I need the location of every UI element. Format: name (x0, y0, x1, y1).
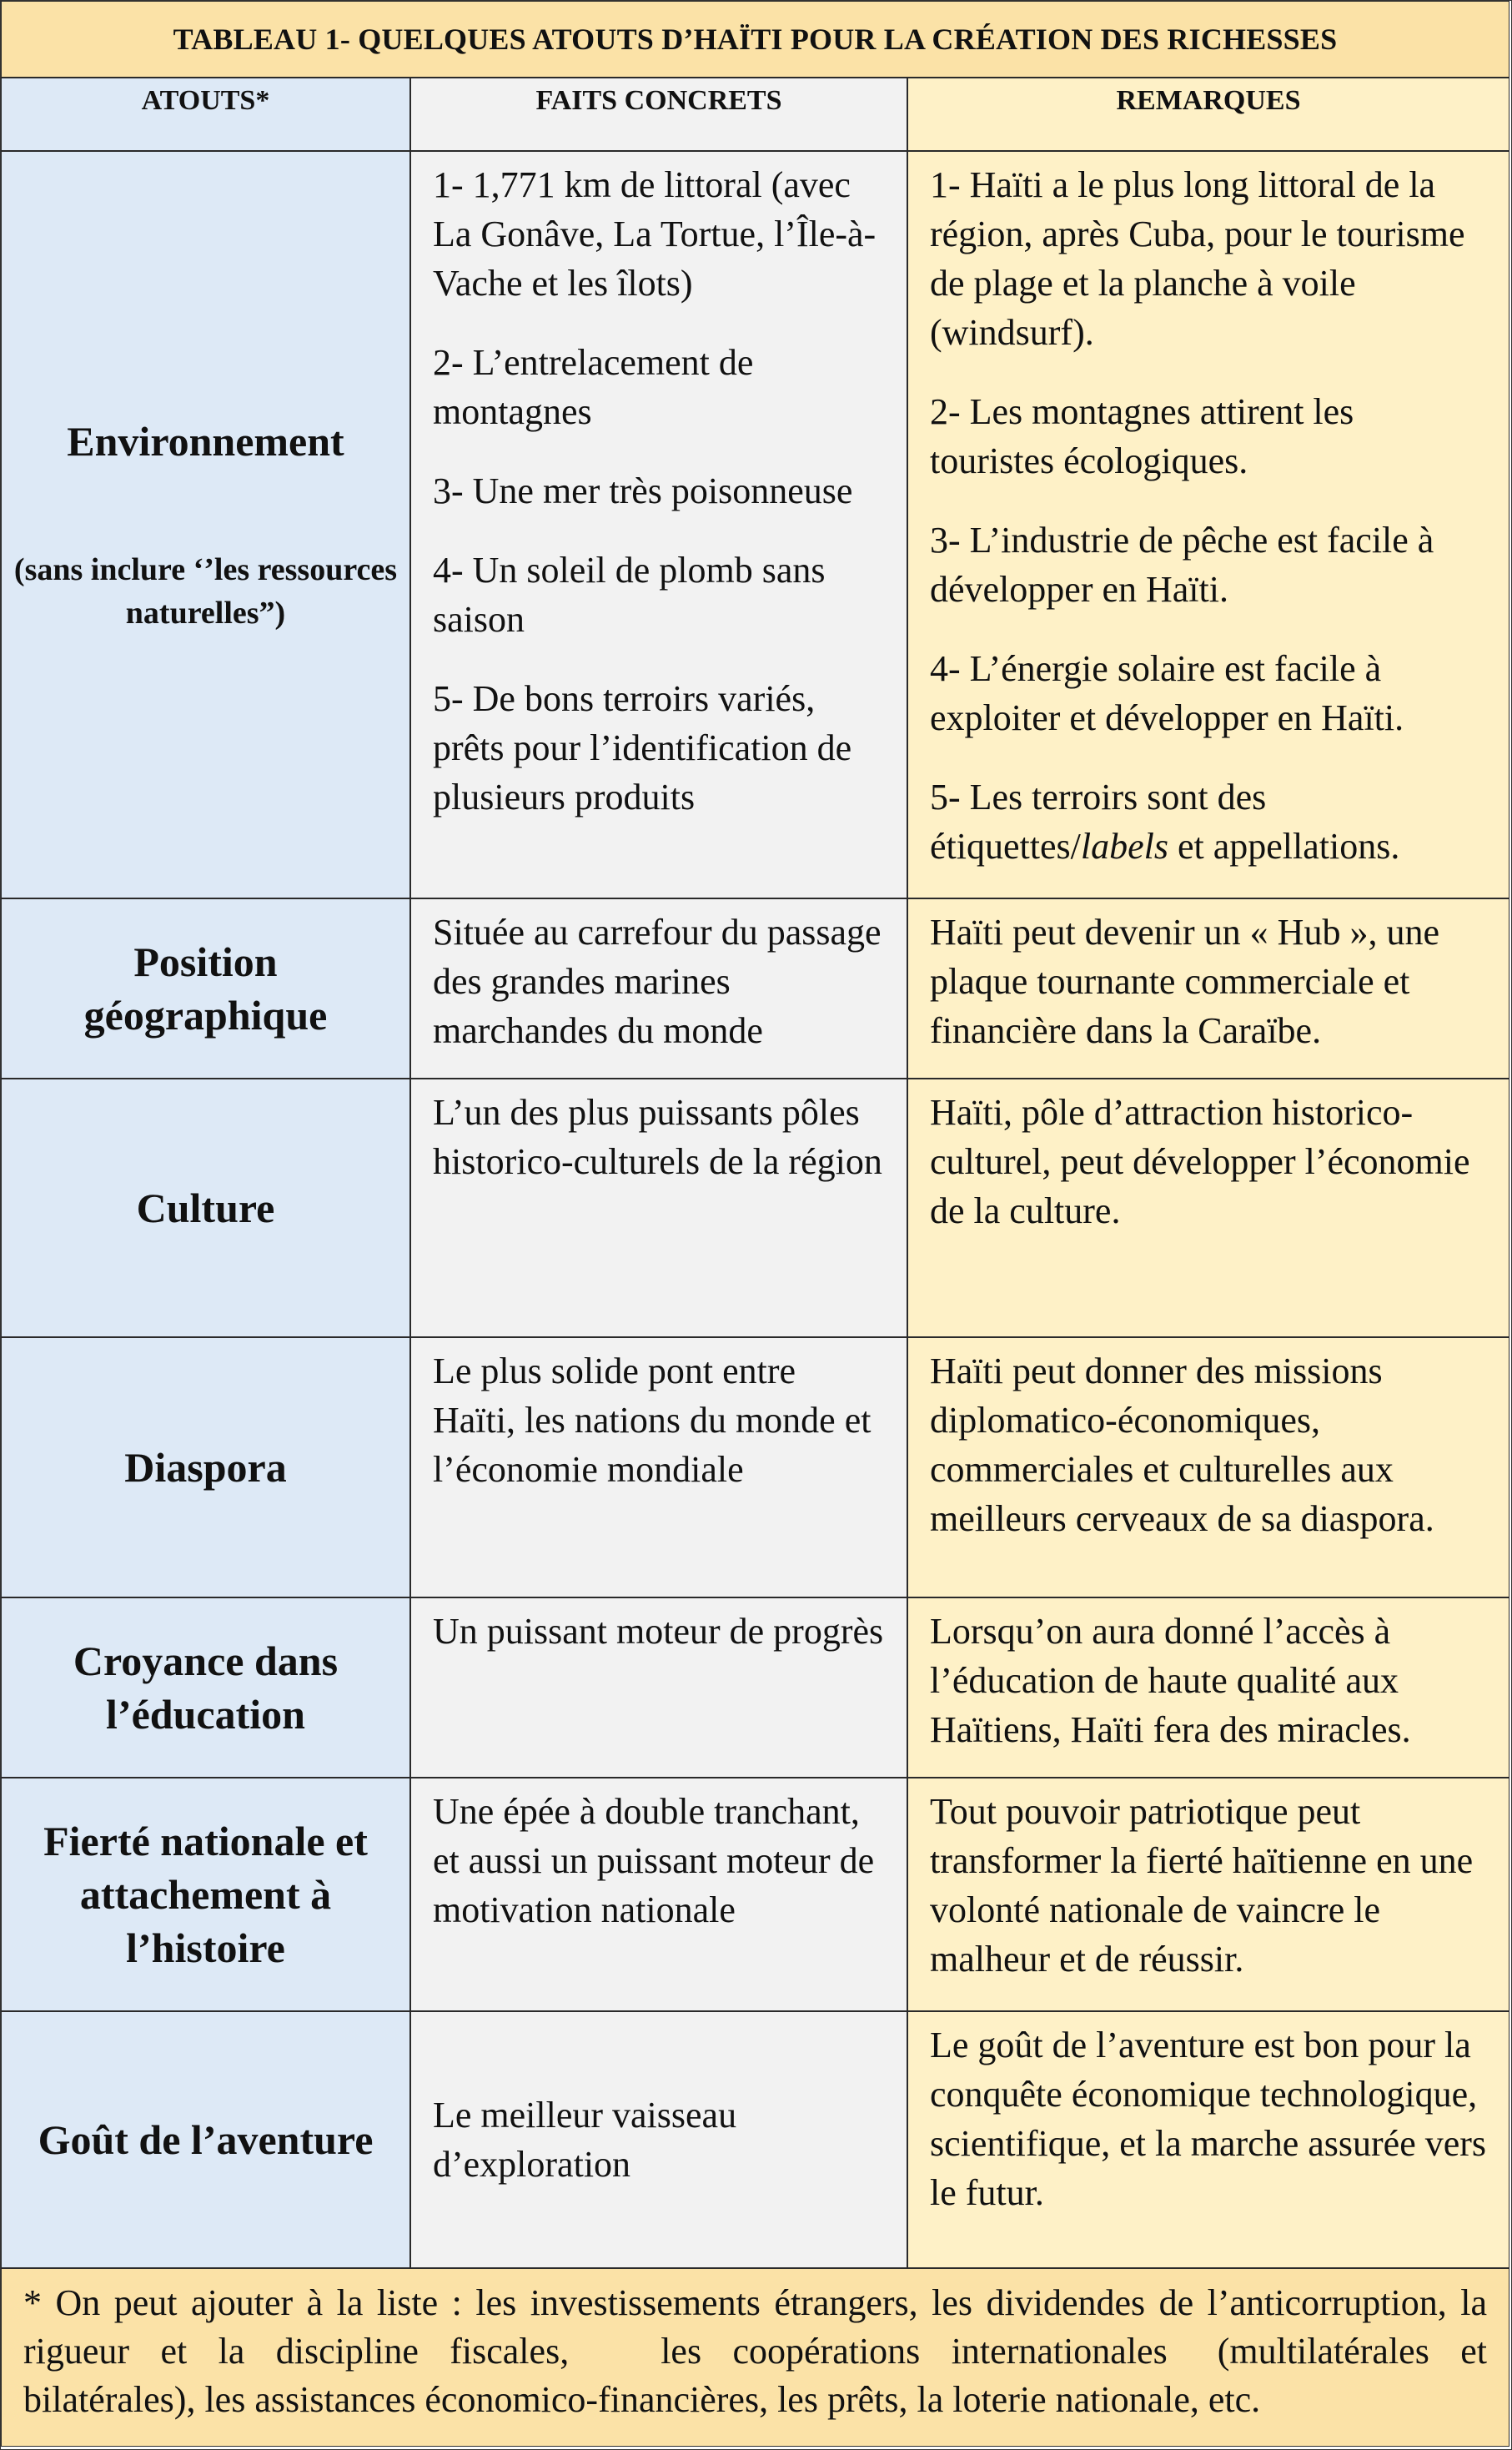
faits-diaspora (410, 1337, 907, 1597)
remarque-text: 5- Les terroirs sont des étiquettes/ (930, 777, 1267, 867)
atout-label: Croyance dans l’éducation (73, 1638, 339, 1738)
footnote-part2: les coopérations internationales (661, 2331, 1168, 2372)
remarque-item: Tout pouvoir patriotique peut transformer la fierté haïtienne en une volonté nationale de vaincre le malheur et de réussir. (930, 1791, 1474, 1980)
atout-position-geographique (1, 898, 410, 1079)
faits-environnement (410, 151, 907, 898)
remarque-item: Haïti peut donner des missions diplomatico-économiques, commerciales et culturelles aux meilleurs cerveaux de sa diaspora. (930, 1351, 1434, 1539)
remarques-culture (907, 1079, 1509, 1337)
fait-item: 2- L’entrelacement de montagnes (433, 342, 754, 432)
atout-label: Diaspora (124, 1444, 287, 1491)
atout-label: Fierté nationale et attachement à l’histoire (43, 1818, 368, 1971)
header-remarques: REMARQUES (907, 78, 1509, 151)
remarque-item: 4- L’énergie solaire est facile à exploiter et développer en Haïti. (930, 648, 1404, 738)
remarque-text: et appellations. (1168, 826, 1400, 867)
faits-fierte (410, 1778, 907, 2011)
remarque-italic: labels (1080, 826, 1168, 867)
faits-culture (410, 1079, 907, 1337)
atout-label: Culture (136, 1185, 275, 1231)
fait-item: 1- 1,771 km de littoral (avec La Gonâve, La Tortue, l’Île-à-Vache et les îlots) (433, 164, 877, 304)
remarque-item: Haïti peut devenir un « Hub », une plaque tournante commerciale et financière dans la Caraïbe. (930, 912, 1439, 1051)
atout-fierte-nationale (1, 1778, 410, 2011)
remarque-item (930, 772, 1487, 871)
remarques-environnement (907, 151, 1509, 898)
fait-item: Une épée à double tranchant, et aussi un puissant moteur de motivation nationale (433, 1791, 875, 1930)
fait-item: Située au carrefour du passage des grandes marines marchandes du monde (433, 912, 882, 1051)
footnote-part1: * On peut ajouter à la liste : les investissements étrangers, les dividendes de l’anticorruption, la rigueur et la discipline fiscales, (23, 2282, 1487, 2372)
atout-label: Goût de l’aventure (38, 2116, 374, 2163)
atout-gout-aventure (1, 2011, 410, 2268)
fait-item: Un puissant moteur de progrès (433, 1611, 884, 1652)
footnote (1, 2268, 1509, 2447)
fait-item: 4- Un soleil de plomb sans saison (433, 550, 826, 640)
remarque-item: 1- Haïti a le plus long littoral de la région, après Cuba, pour le tourisme de plage et la planche à voile (windsurf). (930, 164, 1465, 353)
atout-label: Position géographique (83, 938, 328, 1039)
remarques-diaspora (907, 1337, 1509, 1597)
remarque-item: Haïti, pôle d’attraction historico-culturel, peut développer l’économie de la culture. (930, 1092, 1470, 1231)
fait-item: L’un des plus puissants pôles historico-culturels de la région (433, 1092, 882, 1182)
remarque-item: 3- L’industrie de pêche est facile à développer en Haïti. (930, 520, 1434, 610)
fait-item: Le meilleur vaisseau d’exploration (433, 2095, 737, 2185)
faits-position (410, 898, 907, 1079)
faits-education (410, 1597, 907, 1778)
faits-aventure (410, 2011, 907, 2268)
header-faits-concrets: FAITS CONCRETS (410, 78, 907, 151)
remarques-education (907, 1597, 1509, 1778)
remarque-item: Le goût de l’aventure est bon pour la conquête économique technologique, scientifique, et la marche assurée vers le futur. (930, 2025, 1487, 2213)
atout-label: Environnement (67, 418, 344, 465)
atout-diaspora (1, 1337, 410, 1597)
header-atouts: ATOUTS* (1, 78, 410, 151)
fait-item: Le plus solide pont entre Haïti, les nations du monde et l’économie mondiale (433, 1351, 872, 1490)
fait-item: 3- Une mer très poisonneuse (433, 470, 853, 511)
atout-environnement (1, 151, 410, 898)
remarque-item: Lorsqu’on aura donné l’accès à l’éducation de haute qualité aux Haïtiens, Haïti fera des miracles. (930, 1611, 1411, 1750)
remarques-fierte (907, 1778, 1509, 2011)
remarques-position (907, 898, 1509, 1079)
atout-croyance-education (1, 1597, 410, 1778)
footnote-part3: (multilatérales et bilatérales), les assistances économico-financières, les prêts, la loterie nationale, etc. (23, 2331, 1487, 2420)
atout-culture (1, 1079, 410, 1337)
table-title: TABLEAU 1- QUELQUES ATOUTS D’HAÏTI POUR LA CRÉATION DES RICHESSES (1, 1, 1509, 78)
fait-item: 5- De bons terroirs variés, prêts pour l’identification de plusieurs produits (433, 678, 852, 818)
atout-sublabel: (sans inclure ‘’les ressources naturelles”) (13, 552, 398, 631)
remarques-aventure (907, 2011, 1509, 2268)
remarque-item: 2- Les montagnes attirent les touristes écologiques. (930, 391, 1354, 481)
